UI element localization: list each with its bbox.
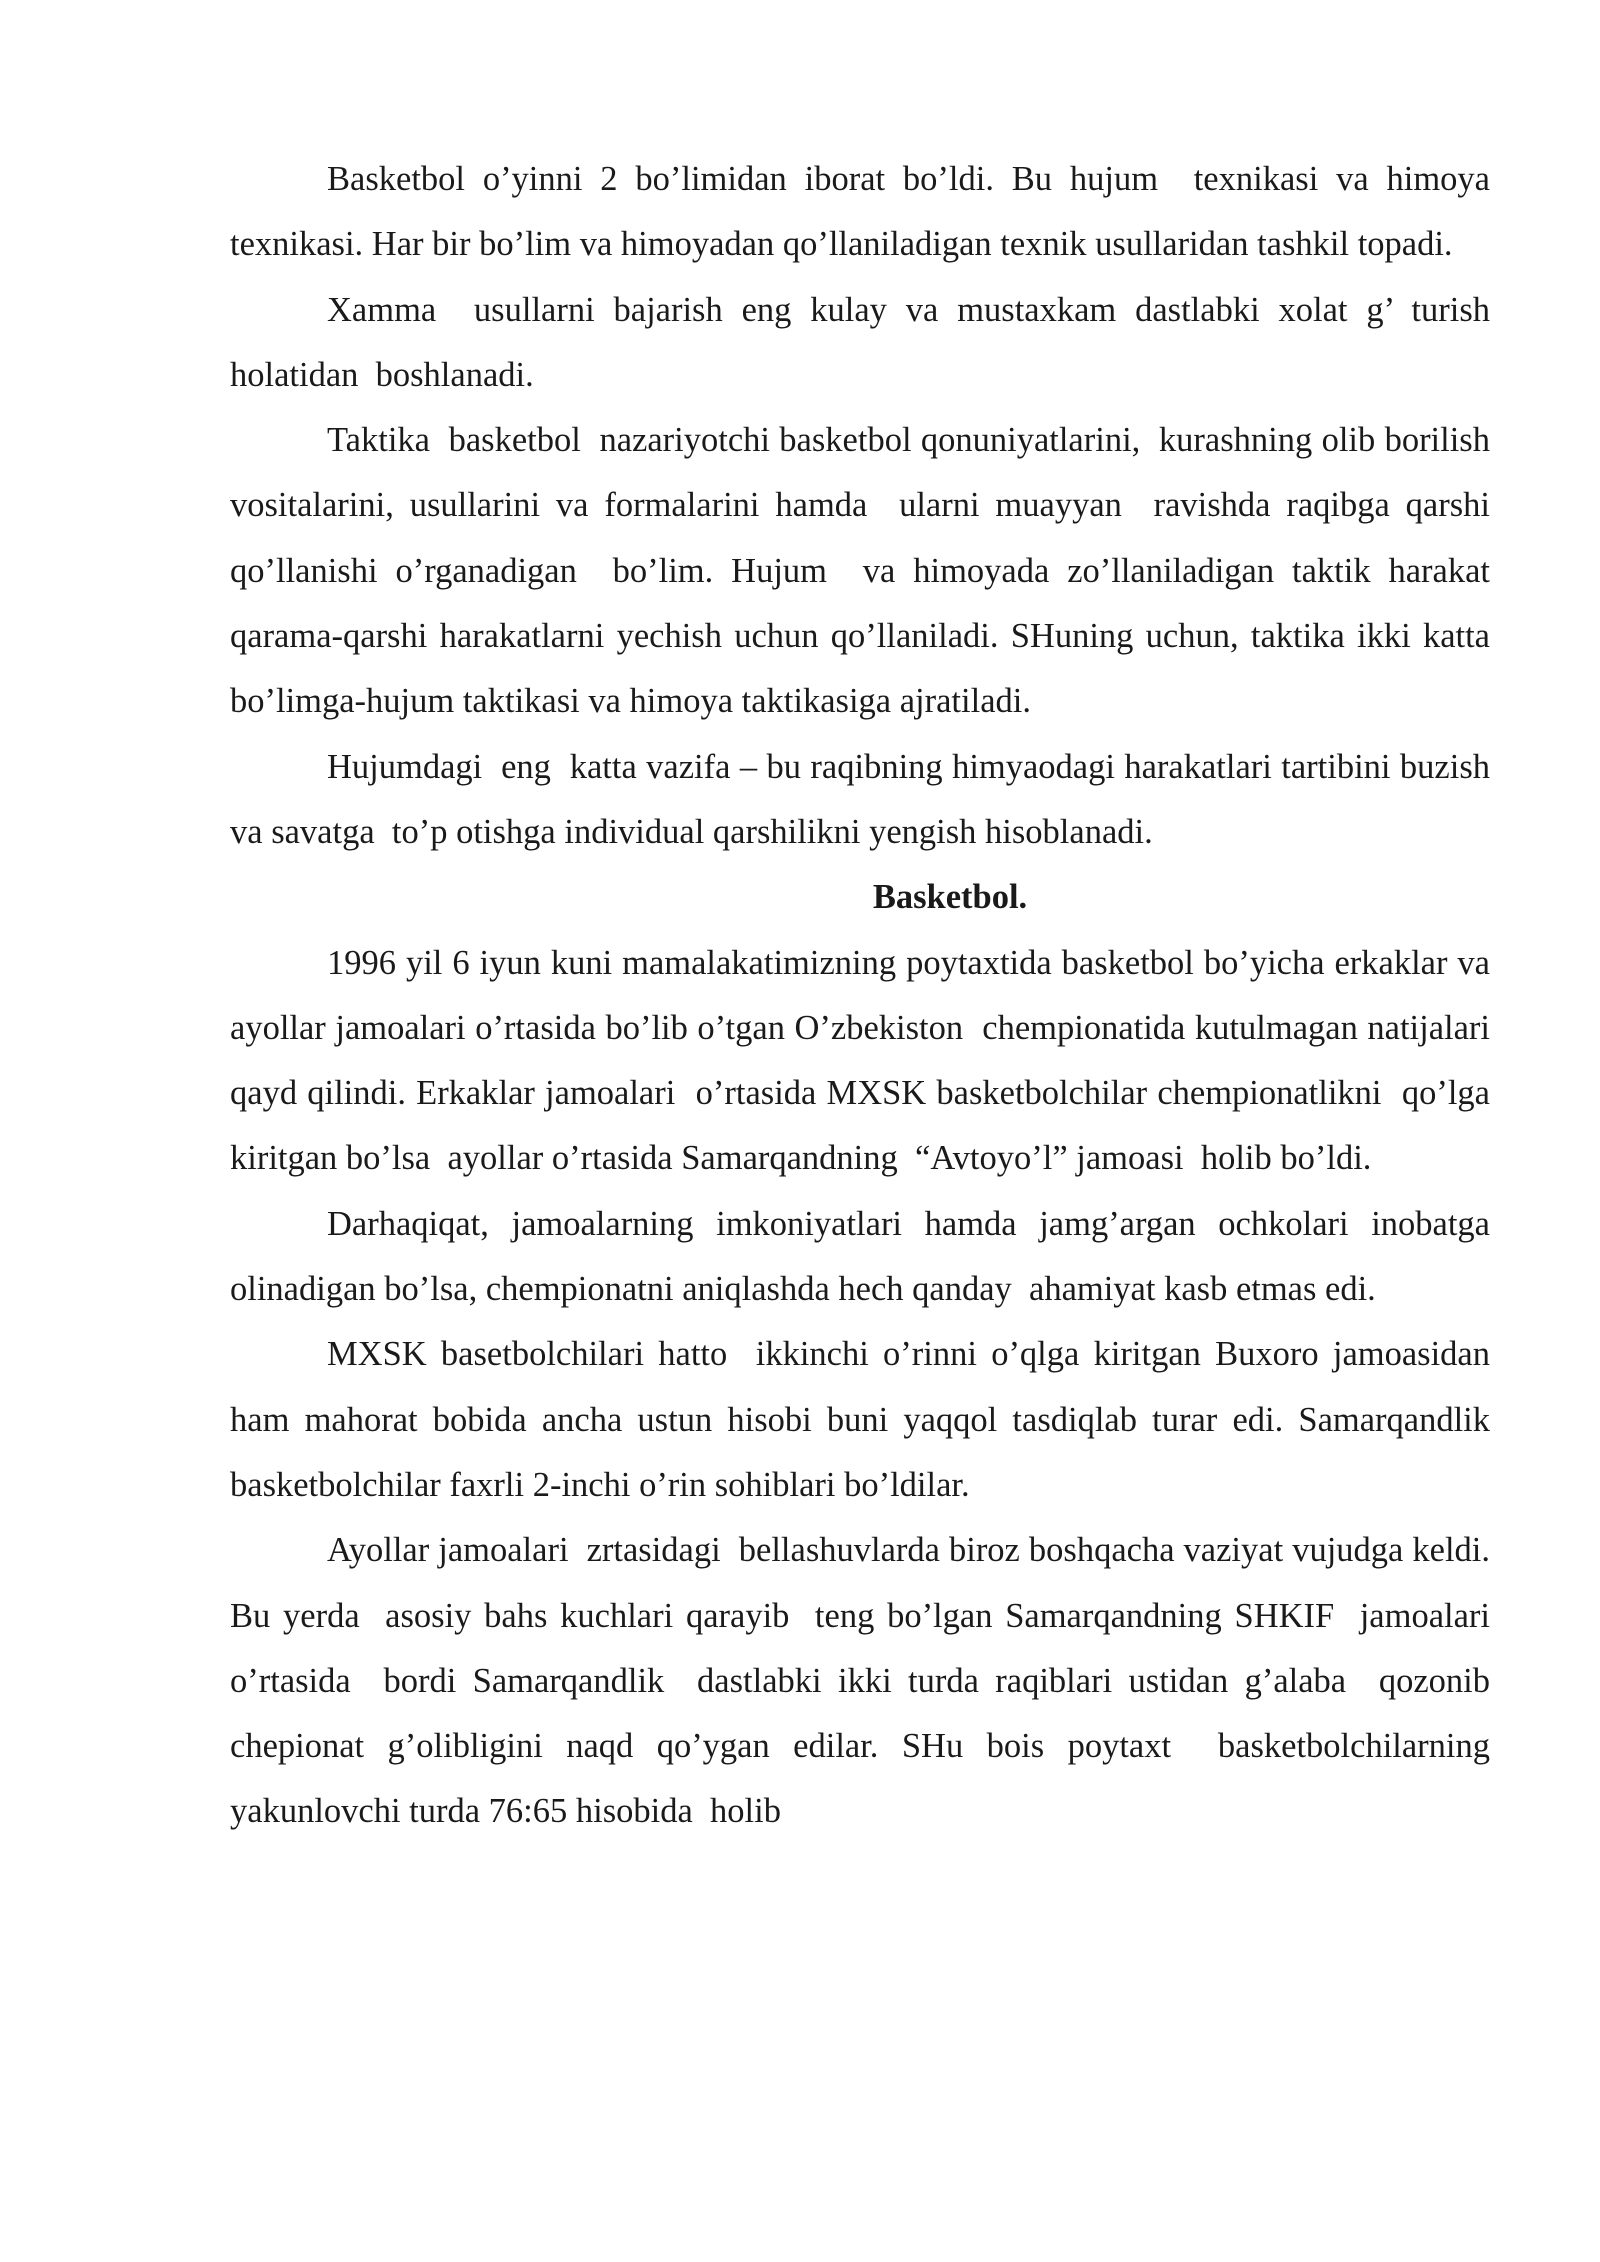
paragraph: MXSK basetbolchilari hatto ikkinchi o’rinni o’qlga kiritgan Buxoro jamoasidan ham mahorat bobida ancha ustun hisobi buni yaqqol tasdiqlab turar edi. Samarqandlik basketbolchilar faxrli 2-inchi o’rin sohiblari bo’ldilar. [230,1335,1508,1504]
paragraph: Taktika basketbol nazariyotchi basketbol qonuniyatlarini, kurashning olib borilish vositalarini, usullarini va formalarini hamda ularni muayyan ravishda raqibga qarshi qo’llanishi o’rganadigan bo’lim. Hujum va himoyada zo’llaniladigan taktik harakat qarama-qarshi harakatlarni yechish uchun qo’llaniladi. SHuning uchun, taktika ikki katta bo’limga-hujum taktikasi va himoya taktikasiga ajratiladi. [230,421,1508,721]
paragraph: Darhaqiqat, jamoalarning imkoniyatlari hamda jamg’argan ochkolari inobatga olinadigan bo’lsa, chempionatni aniqlashda hech qanday ahamiyat kasb etmas edi. [230,1204,1499,1309]
paragraph: Basketbol o’yinni 2 bo’limidan iborat bo’ldi. Bu hujum texnikasi va himoya texnikasi. Har bir bo’lim va himoyadan qo’llaniladigan texnik usullaridan tashkil topadi. [230,160,1499,264]
paragraph: Ayollar jamoalari zrtasidagi bellashuvlarda biroz boshqacha vaziyat vujudga keldi. Bu yerda asosiy bahs kuchlari qarayib teng bo’lgan Samarqandning SHKIF jamoalari o’rtasida bordi Samarqandlik dastlabki ikki turda raqiblari ustidan g’alaba qozonib chepionat g’olibligini naqd qo’ygan edilar. SHu bois poytaxt basketbolchilarning yakunlovchi turda 76:65 hisobida holib [230,1531,1508,1831]
document-body [230,147,1508,1845]
paragraph: Hujumdagi eng katta vazifa – bu raqibning himyaodagi harakatlari tartibini buzish va savatga to’p otishga individual qarshilikni yengish hisoblanadi. [230,747,1499,851]
paragraph: 1996 yil 6 iyun kuni mamalakatimizning poytaxtida basketbol bo’yicha erkaklar va ayollar jamoalari o’rtasida bo’lib o’tgan O’zbekiston chempionatida kutulmagan natijalari qayd qilindi. Erkaklar jamoalari o’rtasida MXSK basketbolchilar chempionatlikni qo’lga kiritgan bo’lsa ayollar o’rtasida Samarqandning “Avtoyo’l” jamoasi holib bo’ldi. [230,943,1499,1178]
paragraph: Xamma usullarni bajarish eng kulay va mustaxkam dastlabki xolat g’ turish holatidan boshlanadi. [230,290,1499,394]
section-heading: Basketbol. [872,878,1028,917]
